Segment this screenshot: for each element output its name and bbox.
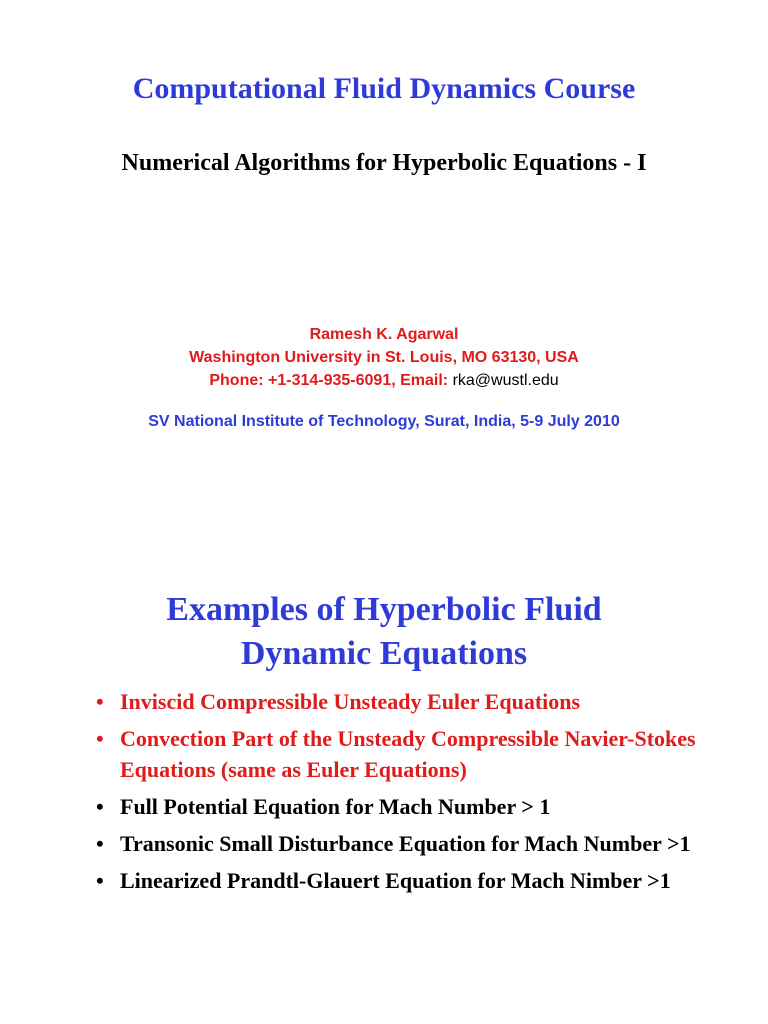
list-item xyxy=(96,723,716,785)
examples-title-line-2: Dynamic Equations xyxy=(240,635,528,672)
contact-phone: Phone: +1-314-935-6091, Email: xyxy=(209,372,449,389)
examples-title xyxy=(0,588,768,676)
contact-email[interactable]: rka@wustl.edu xyxy=(452,372,559,389)
author-affiliation: Washington University in St. Louis, MO 63130, USA xyxy=(189,349,579,366)
bullet-icon: • xyxy=(96,868,104,893)
list-item-text: Transonic Small Disturbance Equation for Mach Number >1 xyxy=(120,831,691,856)
list-item xyxy=(96,686,716,717)
course-title: Computational Fluid Dynamics Course xyxy=(132,72,636,105)
bullet-icon: • xyxy=(96,831,104,856)
list-item xyxy=(96,828,716,859)
bullet-icon: • xyxy=(96,689,104,714)
examples-slide xyxy=(0,512,768,1024)
bullet-icon: • xyxy=(96,794,104,819)
author-contact xyxy=(0,369,768,392)
list-item xyxy=(96,791,716,822)
list-item xyxy=(96,865,716,896)
list-item-text: Inviscid Compressible Unsteady Euler Equations xyxy=(120,689,581,714)
lecture-title: Numerical Algorithms for Hyperbolic Equations - I xyxy=(121,150,647,176)
author-block xyxy=(0,323,768,392)
bullet-icon: • xyxy=(96,726,104,751)
equation-list xyxy=(96,686,716,902)
venue-line: SV National Institute of Technology, Surat, India, 5-9 July 2010 xyxy=(148,413,620,430)
list-item-text: Linearized Prandtl-Glauert Equation for Mach Nimber >1 xyxy=(120,868,671,893)
list-item-text: Full Potential Equation for Mach Number > 1 xyxy=(120,794,551,819)
list-item-text: Convection Part of the Unsteady Compressible Navier-Stokes Equations (same as Euler Equations) xyxy=(120,726,696,782)
examples-title-line-1: Examples of Hyperbolic Fluid xyxy=(166,591,602,628)
author-name: Ramesh K. Agarwal xyxy=(309,326,459,343)
